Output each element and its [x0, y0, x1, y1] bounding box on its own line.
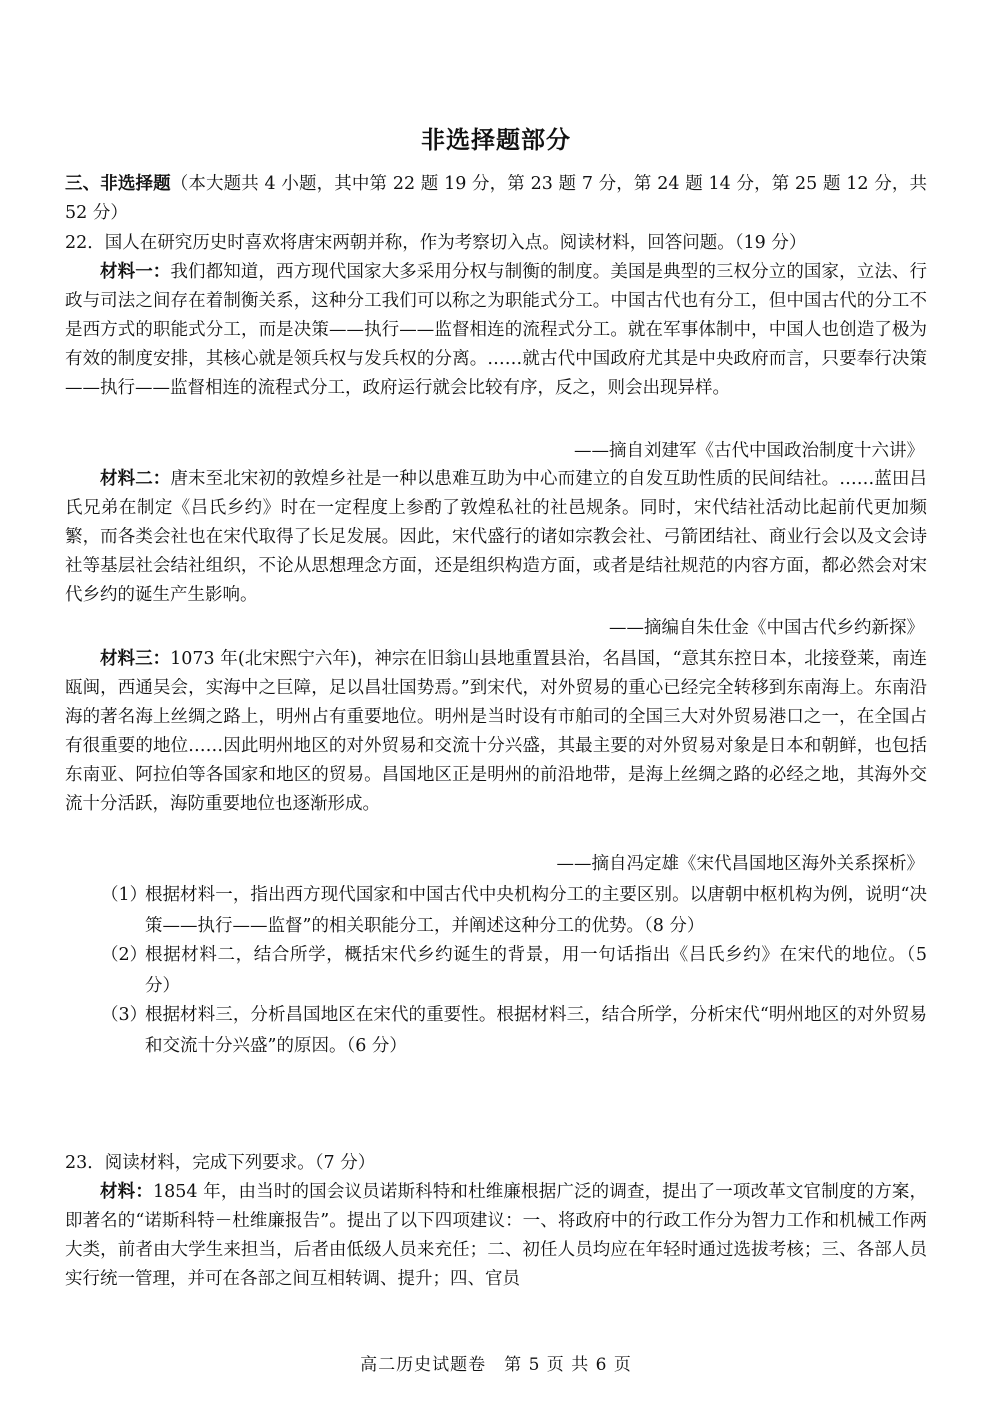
q22-material-1: [65, 258, 927, 403]
section-text: （本大题共 4 小题，其中第 22 题 19 分，第 23 题 7 分，第 24 题 14 分，第 25 题 12 分，共 52 分）: [65, 174, 927, 223]
material-1-label: 材料一：: [100, 262, 171, 282]
material-3-source: ——摘自冯定雄《宋代昌国地区海外关系探析》: [556, 854, 924, 874]
material-3-label: 材料三：: [100, 649, 171, 669]
q23-material: [65, 1178, 927, 1294]
sub-question-number: （3）: [101, 1005, 148, 1025]
material-1-source: ——摘自刘建军《古代中国政治制度十六讲》: [574, 441, 924, 461]
q22-material-3: [65, 645, 927, 819]
material-2-source: ——摘编自朱仕金《中国古代乡约新探》: [609, 618, 924, 638]
material-1-text: 我们都知道，西方现代国家大多采用分权与制衡的制度。美国是典型的三权分立的国家，立法、行政与司法之间存在着制衡关系，这种分工我们可以称之为职能式分工。中国古代也有分工，但中国古代的分工不是西方式的职能式分工，而是决策——执行——监督相连的流程式分工。就在军事体制中，中国人也创造了极为有效的制度安排，其核心就是领兵权与发兵权的分离。……就古代中国政府尤其是中央政府而言，只要奉行决策——执行——监督相连的流程式分工，政府运行就会比较有序，反之，则会出现异样。: [65, 262, 928, 398]
sub-question-number: （2）: [101, 945, 148, 965]
sub-question-text: 根据材料一，指出西方现代国家和中国古代中央机构分工的主要区别。以唐朝中枢机构为例，说明“决策——执行——监督”的相关职能分工，并阐述这种分工的优势。（8 分）: [145, 885, 927, 936]
sub-question-1: [101, 880, 927, 942]
sub-question-3: [101, 1000, 927, 1062]
q23-material-text: 1854 年，由当时的国会议员诺斯科特和杜维廉根据广泛的调查，提出了一项改革文官制度的方案，即著名的“诺斯科特－杜维廉报告”。提出了以下四项建议：一、将政府中的行政工作分为智力工作和机械工作两大类，前者由大学生来担当，后者由低级人员来充任；二、初任人员均应在年轻时通过选拔考核；三、各部人员实行统一管理，并可在各部之间互相转调、提升；四、官员: [65, 1182, 928, 1289]
q23-stem: 23．阅读材料，完成下列要求。（7 分）: [65, 1153, 376, 1173]
page-title: 非选择题部分: [421, 126, 571, 154]
section-label: 三、非选择题: [65, 174, 171, 194]
material-2-text: 唐末至北宋初的敦煌乡社是一种以患难互助为中心而建立的自发互助性质的民间结社。……蓝田吕氏兄弟在制定《吕氏乡约》时在一定程度上参酌了敦煌私社的社邑规条。同时，宋代结社活动比起前代更加频繁，而各类会社也在宋代取得了长足发展。因此，宋代盛行的诸如宗教会社、弓箭团结社、商业行会以及文会诗社等基层社会结社组织，不论从思想理念方面，还是组织构造方面，或者是结社规范的内容方面，都必然会对宋代乡约的诞生产生影响。: [65, 469, 928, 605]
sub-question-text: 根据材料三，分析昌国地区在宋代的重要性。根据材料三，结合所学，分析宋代“明州地区的对外贸易和交流十分兴盛”的原因。（6 分）: [145, 1005, 927, 1056]
q22-stem: 22．国人在研究历史时喜欢将唐宋两朝并称，作为考察切入点。阅读材料，回答问题。（19 分）: [65, 233, 807, 253]
q23-material-label: 材料：: [100, 1182, 153, 1202]
page-footer: 高二历史试题卷 第 5 页 共 6 页: [360, 1355, 632, 1375]
material-3-text: 1073 年(北宋熙宁六年)，神宗在旧翁山县地重置县治，名昌国，“意其东控日本，北接登莱，南连瓯闽，西通吴会，实海中之巨障，足以昌壮国势焉。”到宋代，对外贸易的重心已经完全转移到东南海上。东南沿海的著名海上丝绸之路上，明州占有重要地位。明州是当时设有市舶司的全国三大对外贸易港口之一，在全国占有很重要的地位……因此明州地区的对外贸易和交流十分兴盛，其最主要的对外贸易对象是日本和朝鲜，也包括东南亚、阿拉伯等各国家和地区的贸易。昌国地区正是明州的前沿地带，是海上丝绸之路的必经之地，其海外交流十分活跃，海防重要地位也逐渐形成。: [65, 649, 927, 814]
section-instructions: [65, 170, 927, 228]
sub-question-number: （1）: [101, 885, 148, 905]
material-2-label: 材料二：: [100, 469, 171, 489]
sub-question-text: 根据材料二，结合所学，概括宋代乡约诞生的背景，用一句话指出《吕氏乡约》在宋代的地位。（5 分）: [145, 945, 927, 996]
sub-question-2: [101, 940, 927, 1002]
q22-material-2: [65, 465, 927, 610]
